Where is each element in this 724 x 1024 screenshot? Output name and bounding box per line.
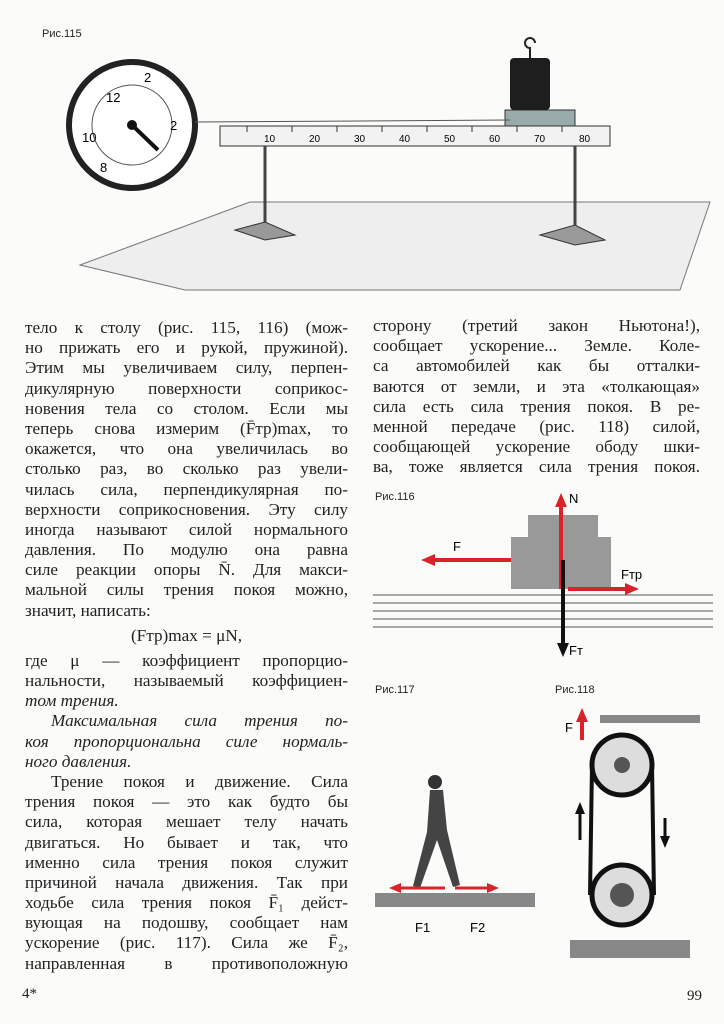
ruler bbox=[220, 126, 610, 146]
text-line: именно сила трения покоя служит bbox=[25, 852, 348, 872]
belt bbox=[652, 765, 654, 895]
text-line: ва, тоже является сила трения покоя. bbox=[373, 457, 700, 477]
label-ftr: Fтр bbox=[621, 567, 643, 582]
text-line: сила есть сила трения покоя. В ре- bbox=[373, 396, 700, 416]
f2-arrow bbox=[455, 883, 499, 893]
rule-statement: ного давления. bbox=[25, 751, 132, 771]
text-line: значит, написать: bbox=[25, 600, 151, 620]
table-surface bbox=[80, 202, 710, 290]
text-line: сторону (третий закон Ньютона!), bbox=[373, 316, 700, 335]
figure-117-caption: Рис.117 bbox=[375, 684, 415, 696]
text-line: сила, которая мешает телу начать bbox=[25, 812, 348, 832]
figure-116-caption: Рис.116 bbox=[375, 491, 415, 503]
text-line: иногда называют силой нормального bbox=[25, 519, 348, 539]
rule-statement: Максимальная сила трения по- bbox=[51, 711, 348, 731]
section-heading: Трение покоя и движение. Сила bbox=[51, 771, 348, 791]
ruler-label: 50 bbox=[444, 134, 456, 145]
figure-115-caption: Рис.115 bbox=[42, 28, 82, 40]
label-f: F bbox=[453, 539, 461, 554]
text-line: ускорение (рис. 117). Сила же F̄₂, bbox=[25, 933, 348, 953]
label-f1: F1 bbox=[415, 920, 431, 935]
text-line: менной передаче (рис. 118) силой, bbox=[373, 416, 700, 436]
figure-117-walking-person bbox=[375, 760, 535, 940]
figure-115-friction-apparatus bbox=[40, 30, 720, 300]
text-line: новения тела со столом. Если мы bbox=[25, 398, 348, 418]
text-line: где μ — коэффициент пропорцио- bbox=[25, 650, 348, 670]
text-line: том трения. bbox=[25, 691, 119, 711]
text-line: силе реакции опоры N̄. Для макси- bbox=[25, 560, 348, 580]
weight bbox=[510, 58, 550, 110]
force-arrow bbox=[576, 708, 588, 740]
text-line: вующая на подошву, сообщает нам bbox=[25, 913, 348, 933]
text-line: верхности соприкосновения. Эту силу bbox=[25, 499, 348, 519]
dial-label: 8 bbox=[100, 160, 108, 175]
text-line: причиной начала движения. Так при bbox=[25, 872, 348, 892]
ground bbox=[375, 893, 535, 907]
text-line: Этим мы увеличиваем силу, перпен- bbox=[25, 358, 348, 378]
block bbox=[505, 110, 575, 126]
text-line: нальности, называемый коэффициен- bbox=[25, 671, 348, 690]
down-arrow-icon bbox=[660, 818, 670, 848]
applied-force-arrow bbox=[421, 554, 511, 566]
left-column-text bbox=[25, 318, 348, 974]
label-f: F bbox=[565, 720, 573, 735]
up-arrow-icon bbox=[575, 802, 585, 840]
ruler-label: 40 bbox=[399, 134, 411, 145]
text-line: са автомобилей как бы отталки- bbox=[373, 356, 700, 376]
label-f2: F2 bbox=[470, 920, 486, 935]
table-surface bbox=[373, 595, 713, 627]
signature-mark: 4* bbox=[22, 986, 37, 1002]
motor-base bbox=[570, 940, 690, 958]
right-column-text bbox=[373, 316, 700, 478]
dial-label: 12 bbox=[106, 90, 121, 105]
thread bbox=[195, 120, 510, 122]
ruler-label: 60 bbox=[489, 134, 501, 145]
text-line: сообщает ускорение... Земле. Коле- bbox=[373, 336, 700, 356]
person-head bbox=[428, 775, 442, 789]
formula: (Fтр)max = μN, bbox=[130, 625, 243, 645]
text-line: дикулярную поверхности соприкос- bbox=[25, 378, 348, 398]
text-line: чилась сила, перпендикулярная по- bbox=[25, 479, 348, 499]
ruler-label: 70 bbox=[534, 134, 546, 145]
text-line: мальной силы трения покоя можно, bbox=[25, 580, 348, 600]
figure-118-belt-drive bbox=[560, 700, 705, 970]
dial-label: 10 bbox=[82, 130, 97, 145]
label-n: N bbox=[569, 491, 579, 506]
ruler-label: 80 bbox=[579, 134, 591, 145]
text-line: столько раз, во сколько раз увели- bbox=[25, 459, 348, 479]
person-body bbox=[413, 790, 460, 888]
ceiling-mount bbox=[600, 715, 700, 723]
text-line: но прижать его и рукой, пружиной). bbox=[25, 338, 348, 358]
dial-label: 2 bbox=[170, 118, 178, 133]
ruler-label: 10 bbox=[264, 134, 276, 145]
text-line: сообщающей ускорение ободу шки- bbox=[373, 437, 700, 457]
text-line: направленная в противоположную bbox=[25, 953, 348, 973]
text-line: двигаться. Но бывает и так, что bbox=[25, 832, 348, 852]
text-line: окажется, что она увеличилась во bbox=[25, 439, 348, 459]
text-line: трения покоя — это как будто бы bbox=[25, 792, 348, 812]
ruler-label: 30 bbox=[354, 134, 366, 145]
figure-116-forces-diagram bbox=[373, 485, 713, 665]
label-ft: Fт bbox=[569, 643, 583, 658]
text-line: ходьбе сила трения покоя F̄₁ дейст- bbox=[25, 893, 348, 913]
text-line: давления. По модулю она равна bbox=[25, 540, 348, 560]
belt bbox=[590, 765, 592, 895]
page-number: 99 bbox=[687, 988, 702, 1004]
rule-statement: коя пропорциональна силе нормаль- bbox=[25, 731, 348, 751]
ruler-label: 20 bbox=[309, 134, 321, 145]
figure-118-caption: Рис.118 bbox=[555, 684, 595, 696]
text-line: ваются от земли, и эта «толкающая» bbox=[373, 376, 700, 396]
weight-hook bbox=[525, 38, 535, 58]
dial-label: 2 bbox=[144, 70, 152, 85]
text-line: тело к столу (рис. 115, 116) (мож- bbox=[25, 318, 348, 337]
text-line: теперь снова измерим (F̄тр)max, то bbox=[25, 418, 348, 438]
